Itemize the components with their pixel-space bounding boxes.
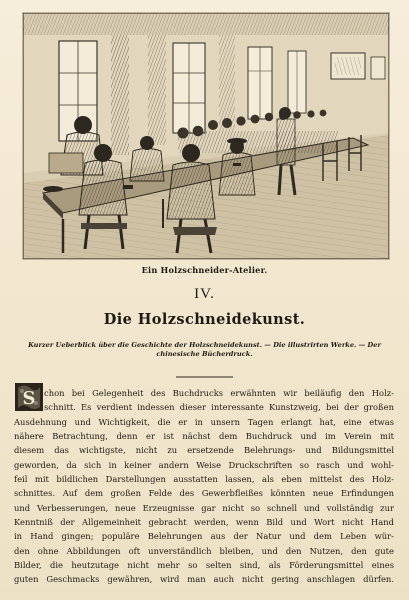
body-line: schnittes. Auf dem großen Felde des Gewerbfleißes könnten neue Erfindungen: [14, 488, 394, 499]
woodcut-illustration: [22, 12, 390, 260]
chapter-number: IV.: [194, 286, 215, 302]
ornamental-rule: [176, 376, 233, 378]
body-line: geworden, da sich in keiner andern Weise Druckschriften so rasch und wohl-: [14, 459, 394, 470]
body-line: feil mit bildlichen Darstellungen ausstatten lassen, als eben mittelst des Holz-: [14, 474, 394, 485]
body-paragraph: [14, 386, 394, 587]
body-line: in Hand gingen; populäre Belehrungen aus der Natur und dem Leben wür-: [14, 531, 394, 542]
dropcap-letter: S: [22, 388, 36, 409]
body-line: den ohne Abbildungen oft unverständlich bleiben, und den Nutzen, den gute: [14, 545, 394, 556]
body-line: guten Geschmacks gewähren, wird man auch nicht gering anschlagen dürfen.: [14, 574, 394, 585]
chapter-title: Die Holzschneidekunst.: [103, 311, 306, 328]
body-line: Ausdehnung und Wichtigkeit, die er in unsern Tagen erlangt hat, eine etwas: [14, 416, 394, 427]
dropcap-initial: [14, 382, 44, 412]
illustration-caption: Ein Holzschneider-Atelier.: [141, 265, 268, 275]
body-line: Kenntniß der Allgemeinheit gebracht werden, wenn Bild und Wort nicht Hand: [14, 517, 394, 528]
body-line: nähere Betrachtung, denn er ist nächst dem Buchdruck und im Verein mit: [14, 431, 394, 442]
window-middle: [173, 43, 205, 133]
body-line: diesem das wichtigste, nicht zu ersetzende Belehrungs- und Bildungsmittel: [14, 445, 394, 456]
body-line: chon bei Gelegenheit des Buchdrucks erwähnten wir beiläufig den Holz-: [44, 388, 394, 398]
body-line: schnitt. Es verdient indessen dieser interessante Kunstzweig, bei der großen: [44, 402, 394, 413]
body-line: Bilder, die heutzutage nicht mehr so selten sind, als Förderungsmittel eines: [14, 560, 394, 571]
chapter-summary: Kurzer Ueberblick über die Geschichte der Holzschneidekunst. — Die illustrirten Werke. — Der chinesische Bücherdruck.: [28, 341, 381, 358]
body-line: und Verbesserungen, neue Erzeugnisse gar nicht so schnell und vollständig zur: [14, 502, 394, 513]
